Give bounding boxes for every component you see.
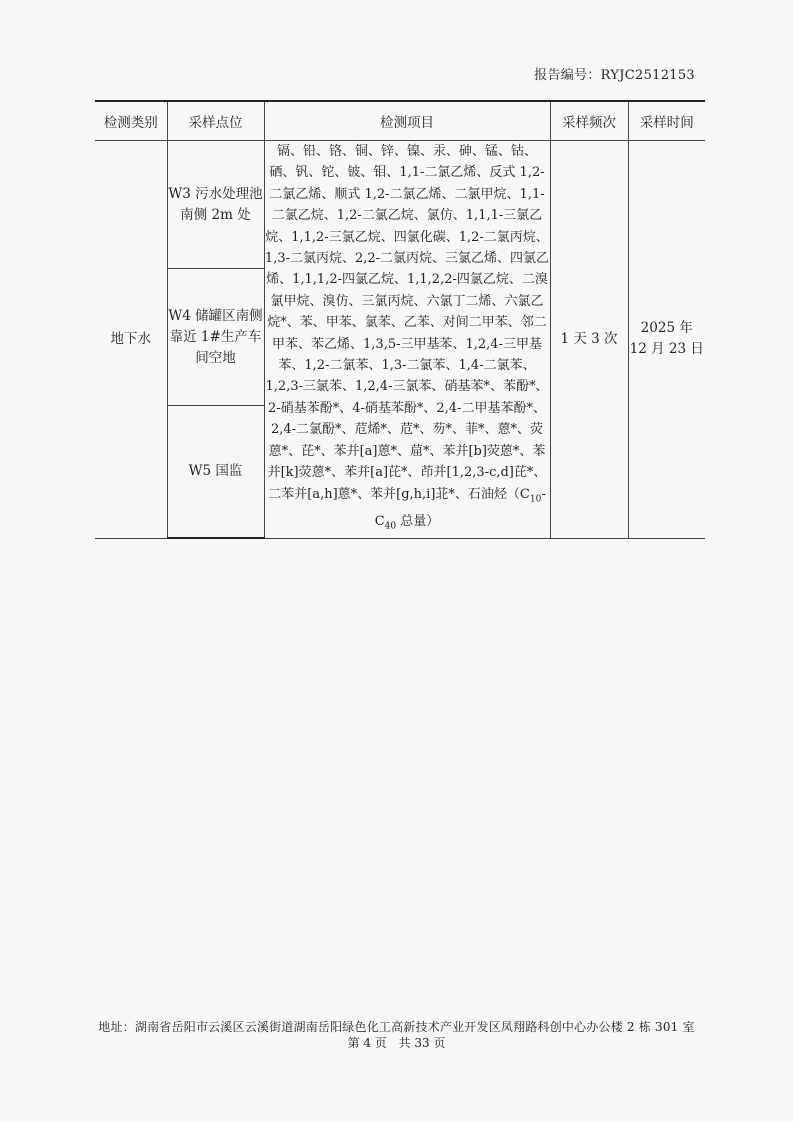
- header-sample-time: 采样时间: [628, 101, 705, 141]
- header-frequency: 采样频次: [550, 101, 628, 141]
- footer-page-number: [0, 1034, 793, 1051]
- sample-time-cell: [628, 141, 705, 539]
- frequency-cell: 1 天 3 次: [550, 141, 628, 539]
- test-items-text: 镉、铅、铬、铜、锌、镍、汞、砷、锰、钴、硒、钒、铊、铍、钼、1,1-二氯乙烯、反式 1,2-二氯乙烯、顺式 1,2-二氯乙烯、二氯甲烷、1,1-二氯乙烷、1,2-二氯乙烷、氯仿、1,1,1-三氯乙烷、1,1,2-三氯乙烷、四氯化碳、1,2-二氯丙烷、1,3-二氯丙烷、2,2-二氯丙烷、三氯乙烯、四氯乙烯、1,1,1,2-四氯乙烷、1,1,2,2-四氯乙烷、二溴氯甲烷、溴仿、三氯丙烷、六氯丁二烯、六氯乙烷*、苯、甲苯、氯苯、乙苯、对间二甲苯、邻二甲苯、苯乙烯、1,3,5-三甲基苯、1,2,4-三甲基苯、1,2-二氯苯、1,3-二氯苯、1,4-二氯苯、1,2,3-三氯苯、1,2,4-三氯苯、硝基苯*、苯酚*、2-硝基苯酚*、4-硝基苯酚*、2,4-二甲基苯酚*、2,4-二氯酚*、苊烯*、苊*、芴*、菲*、蒽*、荧蒽*、芘*、苯并[a]蒽*、䓛*、苯并[b]荧蒽*、苯并[k]荧蒽*、苯并[a]芘*、茚并[1,2,3-c,d]芘*、二苯并[a,h]蒽*、苯并[g,h,i]苝*、: [264, 144, 550, 502]
- petroleum-suffix: 总量）: [396, 513, 440, 529]
- report-number: 报告编号：RYJC2512153: [534, 68, 695, 83]
- petroleum-mid: -C: [374, 486, 546, 529]
- header-category: 检测类别: [95, 101, 167, 141]
- sample-point-w4: W4 储罐区南侧靠近 1#生产车间空地: [167, 269, 264, 406]
- footer-address: 地址：湖南省岳阳市云溪区云溪街道湖南岳阳绿色化工高新技术产业开发区凤翔路科创中心办公楼 2 栋 301 室: [98, 1020, 695, 1034]
- page-total: 共 33 页: [398, 1036, 446, 1050]
- category-cell: 地下水: [95, 141, 167, 539]
- sampling-table: [95, 100, 705, 539]
- test-items-cell: [264, 141, 550, 539]
- page-current: 第 4 页: [347, 1036, 387, 1050]
- sample-time-date: 12 月 23 日: [629, 341, 704, 358]
- header-test-items: 检测项目: [264, 101, 550, 141]
- petroleum-sub-10: 10: [529, 494, 542, 505]
- petroleum-prefix: 石油烃（C: [467, 486, 530, 502]
- sample-point-w5: W5 国监: [167, 406, 264, 538]
- table-row: [95, 141, 705, 269]
- petroleum-sub-40: 40: [384, 521, 397, 532]
- table-header-row: [95, 101, 705, 141]
- sample-point-w3: W3 污水处理池南侧 2m 处: [167, 141, 264, 269]
- header-sample-point: 采样点位: [167, 101, 264, 141]
- sample-time-year: 2025 年: [640, 320, 693, 337]
